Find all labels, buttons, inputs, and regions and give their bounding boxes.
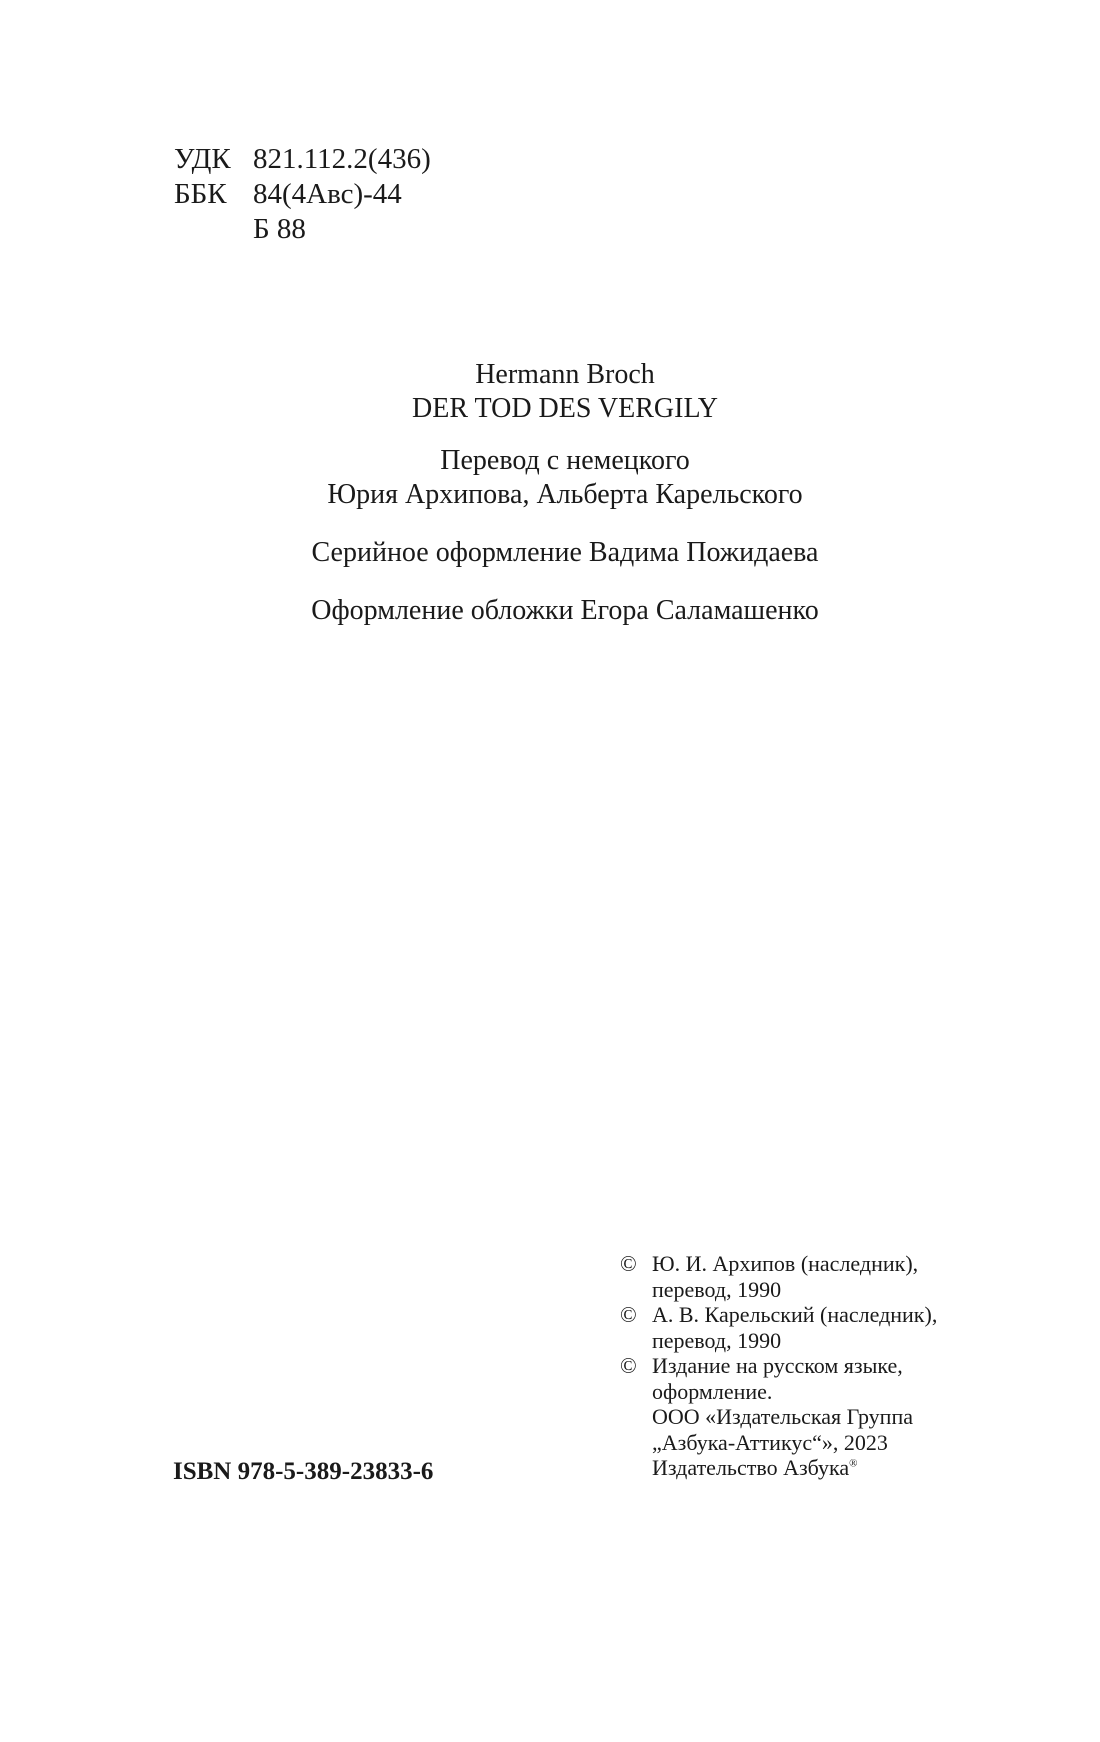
- translation-line-1: Перевод с немецкого: [440, 445, 690, 476]
- copyright-line: ООО «Издательская Группа: [652, 1404, 913, 1429]
- copyright-item: [620, 1302, 937, 1353]
- copyright-line: Ю. И. Архипов (наследник),: [652, 1251, 919, 1276]
- copyright-text: [652, 1302, 937, 1353]
- copyright-block: [620, 1251, 937, 1481]
- bbk-label: ББК: [174, 178, 227, 210]
- bbk-value: 84(4Авс)-44: [253, 178, 402, 210]
- copyright-text: [652, 1353, 913, 1481]
- isbn: ISBN 978-5-389-23833-6: [173, 1458, 434, 1485]
- series-design-credit: Серийное оформление Вадима Пожидаева: [311, 537, 819, 568]
- copyright-line: перевод, 1990: [652, 1327, 782, 1353]
- original-title: DER TOD DES VERGILY: [412, 393, 718, 424]
- udk-value: 821.112.2(436): [253, 143, 431, 175]
- translation-line-2: Юрия Архипова, Альберта Карельского: [327, 479, 803, 510]
- copyright-line: „Азбука-Аттикус“», 2023: [652, 1429, 888, 1455]
- registered-mark: ®: [849, 1457, 858, 1470]
- publisher-line: [652, 1455, 913, 1481]
- copyright-item: [620, 1251, 937, 1302]
- udk-row: [174, 142, 431, 177]
- copyright-text: [652, 1251, 918, 1302]
- author-mark-spacer: [174, 212, 253, 247]
- copyright-line: Издание на русском языке,: [652, 1353, 903, 1378]
- publisher-name: Издательство Азбука: [652, 1455, 850, 1480]
- copyright-symbol: ©: [620, 1302, 637, 1327]
- cover-design-credit: Оформление обложки Егора Саламашенко: [311, 595, 819, 626]
- classification-block: [174, 142, 431, 247]
- copyright-line: оформление.: [652, 1378, 773, 1404]
- bbk-row: [174, 177, 431, 212]
- copyright-line: перевод, 1990: [652, 1276, 782, 1302]
- udk-label: УДК: [174, 143, 231, 175]
- copyright-symbol: ©: [620, 1251, 637, 1276]
- title-block: [0, 358, 1100, 628]
- copyright-symbol: ©: [620, 1353, 637, 1378]
- author-mark-row: [174, 212, 431, 247]
- original-author: Hermann Broch: [475, 359, 655, 390]
- copyright-item: [620, 1353, 937, 1481]
- author-mark: Б 88: [253, 213, 306, 245]
- copyright-line: А. В. Карельский (наследник),: [652, 1302, 938, 1327]
